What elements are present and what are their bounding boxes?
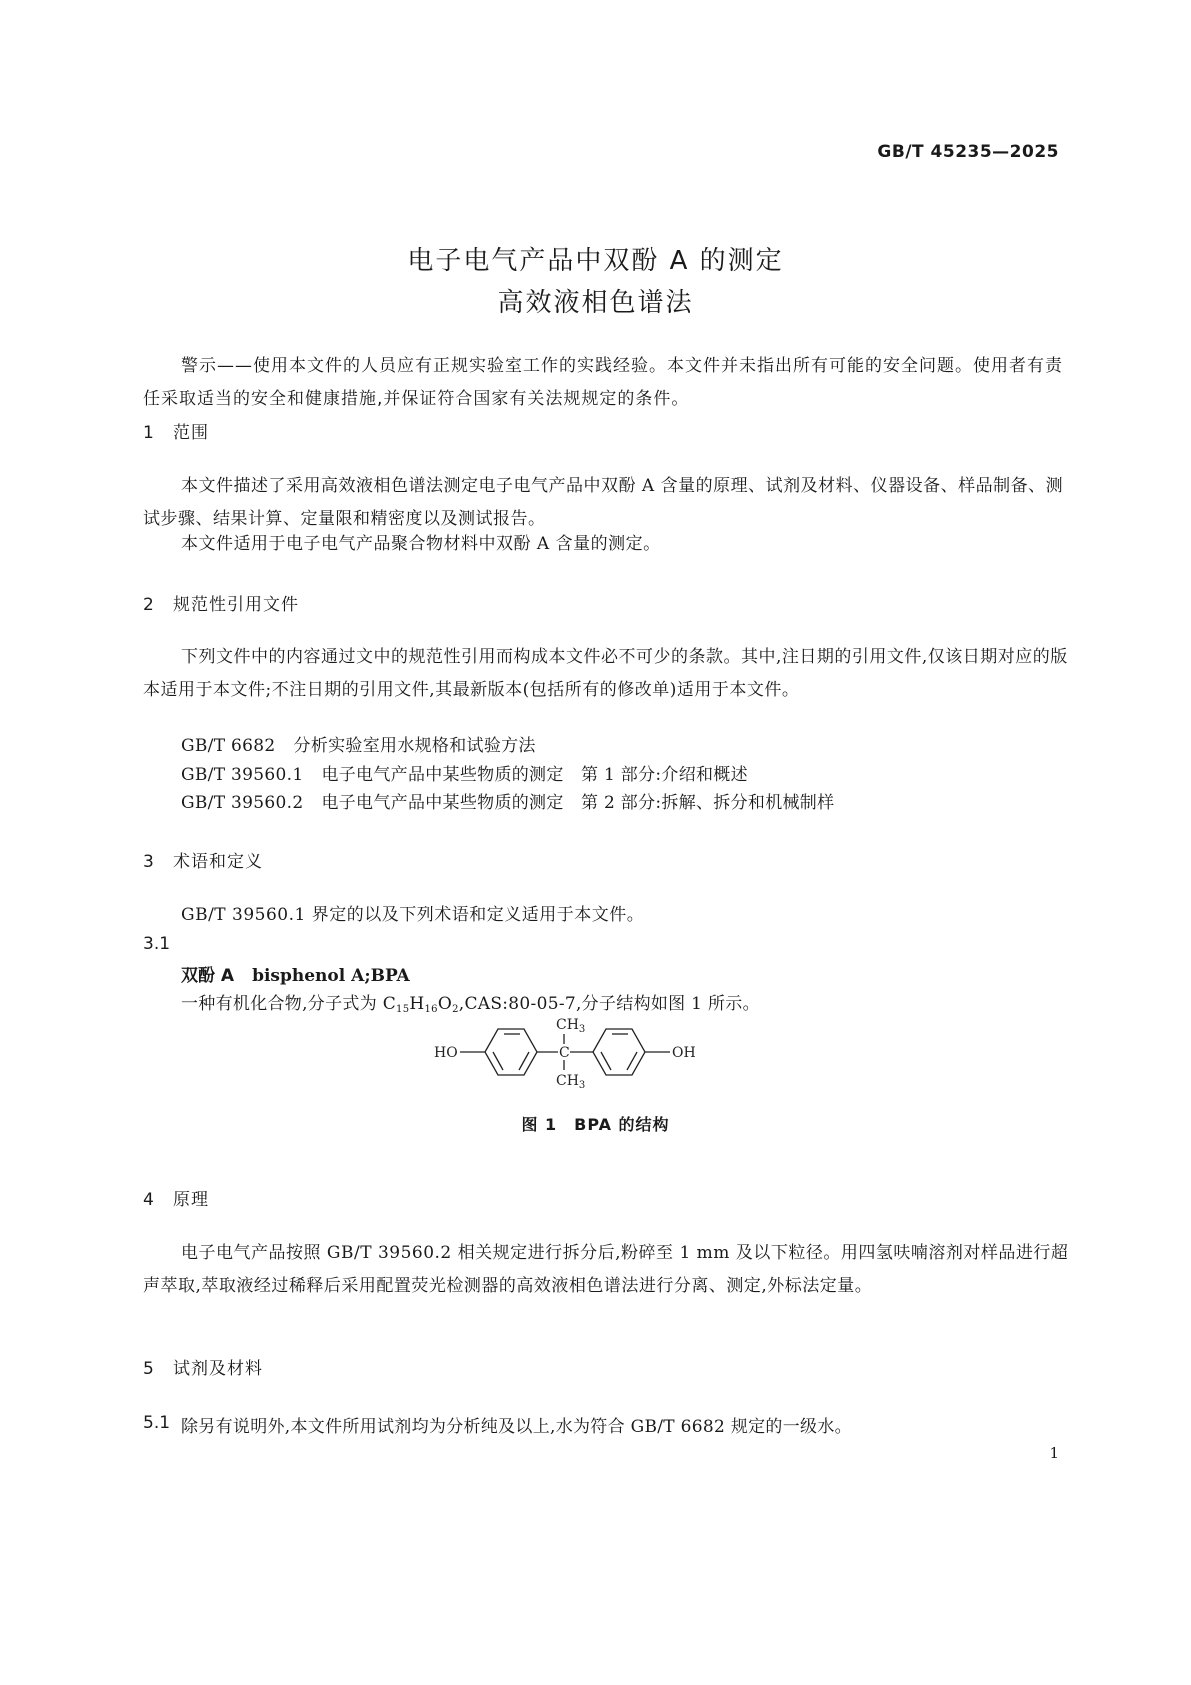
section-heading-principle <box>143 1185 209 1210</box>
section-number: 1 <box>143 423 155 443</box>
figure-caption: 图 1 BPA 的结构 <box>521 1115 670 1134</box>
label-oh: OH <box>672 1045 696 1061</box>
paragraph: 本文件描述了采用高效液相色谱法测定电子电气产品中双酚 A 含量的原理、试剂及材料、仪器设备、样品制备、测试步骤、结果计算、定量限和精密度以及测试报告。 <box>143 476 1064 529</box>
paragraph: 下列文件中的内容通过文中的规范性引用而构成本文件必不可少的条款。其中,注日期的引用文件,仅该日期对应的版本适用于本文件;不注日期的引用文件,其最新版本(包括所有的修改单)适用于本文件。 <box>143 647 1068 700</box>
reference-code: GB/T 6682 <box>181 736 276 756</box>
bpa-structure-figure <box>430 1012 730 1096</box>
paragraph: 电子电气产品按照 GB/T 39560.2 相关规定进行拆分后,粉碎至 1 mm 及以下粒径。用四氢呋喃溶剂对样品进行超声萃取,萃取液经过稀释后采用配置荧光检测器的高效液相色谱法进行分离、测定,外标法定量。 <box>143 1243 1069 1296</box>
document-title: 电子电气产品中双酚 A 的测定 <box>407 246 784 276</box>
reference-code: GB/T 39560.2 <box>181 793 304 813</box>
section-title: 原理 <box>173 1190 209 1210</box>
section-number: 4 <box>143 1190 155 1210</box>
label-ch3-bottom: $CH_3$ <box>556 1073 586 1091</box>
term-chinese: 双酚 A <box>181 966 235 986</box>
standard-number: GB/T 45235—2025 <box>877 142 1059 162</box>
paragraph: 本文件适用于电子电气产品聚合物材料中双酚 A 含量的测定。 <box>181 534 661 554</box>
section-title: 范围 <box>173 423 209 443</box>
benzene-ring-left <box>485 1029 537 1075</box>
warning-paragraph: 警示——使用本文件的人员应有正规实验室工作的实践经验。本文件并未指出所有可能的安全问题。使用者有责任采取适当的安全和健康措施,并保证符合国家有关法规规定的条件。 <box>143 356 1063 409</box>
reference-item <box>181 788 834 813</box>
label-c: C <box>559 1045 570 1061</box>
reference-title: 分析实验室用水规格和试验方法 <box>293 736 536 756</box>
section-title: 规范性引用文件 <box>173 595 299 615</box>
clause-number: 5.1 <box>143 1413 171 1433</box>
section-number: 5 <box>143 1359 155 1379</box>
term-entry <box>181 961 410 986</box>
reference-item <box>181 731 536 756</box>
page-number: 1 <box>1049 1444 1059 1462</box>
document-subtitle: 高效液相色谱法 <box>497 288 694 318</box>
clause-text: 除另有说明外,本文件所用试剂均为分析纯及以上,水为符合 GB/T 6682 规定的一级水。 <box>181 1417 852 1437</box>
term-number: 3.1 <box>143 934 171 954</box>
term-definition: 一种有机化合物,分子式为 $C_{15}H_{16}O_2,CAS:80-05-7$,分子结构如图 1 所示。 <box>181 994 760 1015</box>
reference-title: 电子电气产品中某些物质的测定 第 1 部分:介绍和概述 <box>321 765 748 785</box>
section-heading-scope <box>143 418 209 443</box>
section-title: 术语和定义 <box>173 852 263 872</box>
label-ho: HO <box>434 1045 458 1061</box>
section-heading-reagents <box>143 1354 263 1379</box>
molecular-formula: $C_{15}H_{16}O_2$ <box>382 994 459 1015</box>
section-number: 3 <box>143 852 155 872</box>
section-heading-terms <box>143 847 263 872</box>
reference-title: 电子电气产品中某些物质的测定 第 2 部分:拆解、拆分和机械制样 <box>321 793 835 813</box>
paragraph: GB/T 39560.1 界定的以及下列术语和定义适用于本文件。 <box>181 905 645 925</box>
section-heading-normative-references <box>143 590 299 615</box>
benzene-ring-right <box>593 1029 645 1075</box>
reference-item <box>181 760 748 785</box>
section-number: 2 <box>143 595 155 615</box>
bpa-structure-diagram <box>430 1012 730 1092</box>
reference-code: GB/T 39560.1 <box>181 765 304 785</box>
term-english: bisphenol A;BPA <box>252 966 410 986</box>
section-title: 试剂及材料 <box>173 1359 263 1379</box>
label-ch3-top: $CH_3$ <box>556 1017 586 1035</box>
